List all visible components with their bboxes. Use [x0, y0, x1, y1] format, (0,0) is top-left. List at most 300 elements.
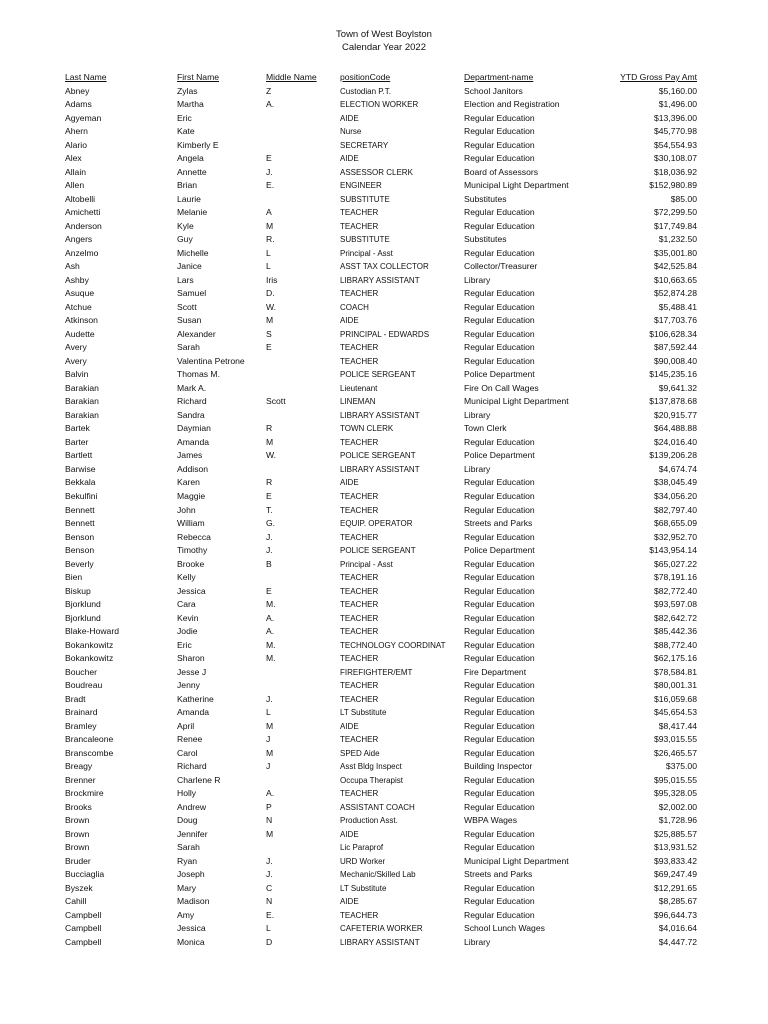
- table-row: [65, 463, 697, 477]
- position-code-cell: LIBRARY ASSISTANT: [340, 938, 420, 947]
- ytd-gross-pay-cell: $13,931.52: [653, 842, 697, 853]
- position-code-cell: ELECTION WORKER: [340, 100, 419, 110]
- table-row: [65, 922, 697, 936]
- position-code-cell: ASST TAX COLLECTOR: [340, 262, 429, 272]
- last-name-cell: Brenner: [65, 774, 96, 785]
- first-name-cell: Brooke: [177, 558, 205, 569]
- table-row: [65, 206, 697, 220]
- ytd-gross-pay-cell: $145,235.16: [649, 369, 697, 380]
- department-cell: Police Department: [464, 369, 535, 380]
- last-name-cell: Blake-Howard: [65, 626, 119, 637]
- ytd-gross-pay-cell: $8,417.44: [658, 720, 697, 731]
- first-name-cell: Sarah: [177, 842, 200, 853]
- first-name-cell: Joseph: [177, 869, 205, 880]
- middle-name-cell: M: [266, 720, 274, 731]
- position-code-cell: ENGINEER: [340, 181, 382, 191]
- table-row: [65, 828, 697, 842]
- payroll-table-body: [65, 85, 697, 950]
- last-name-cell: Campbell: [65, 909, 102, 920]
- last-name-cell: Campbell: [65, 937, 102, 947]
- position-code-cell: TECHNOLOGY COORDINAT: [340, 640, 446, 650]
- first-name-cell: Guy: [177, 234, 193, 245]
- last-name-cell: Bekkala: [65, 477, 96, 488]
- last-name-cell: Barwise: [65, 463, 96, 474]
- position-code-cell: Lic Paraprof: [340, 843, 384, 853]
- table-row: [65, 260, 697, 274]
- department-cell: Police Department: [464, 545, 535, 556]
- middle-name-cell: N: [266, 815, 273, 826]
- first-name-cell: Michelle: [177, 247, 209, 258]
- table-row: [65, 855, 697, 869]
- ytd-gross-pay-cell: $45,654.53: [653, 707, 697, 718]
- middle-name-cell: L: [266, 923, 271, 934]
- position-code-cell: LIBRARY ASSISTANT: [340, 410, 420, 420]
- position-code-cell: TEACHER: [340, 600, 379, 610]
- ytd-gross-pay-cell: $2,002.00: [658, 801, 697, 812]
- last-name-cell: Brown: [65, 828, 90, 839]
- department-cell: Streets and Parks: [464, 518, 533, 529]
- last-name-cell: Ahern: [65, 126, 88, 137]
- first-name-cell: Kevin: [177, 612, 199, 623]
- ytd-gross-pay-cell: $4,016.64: [658, 923, 697, 934]
- first-name-cell: James: [177, 450, 203, 461]
- department-cell: Regular Education: [464, 112, 535, 123]
- table-row: [65, 747, 697, 761]
- report-header: [0, 28, 768, 54]
- middle-name-cell: A: [266, 207, 272, 218]
- last-name-cell: Campbell: [65, 923, 102, 934]
- position-code-cell: LINEMAN: [340, 397, 376, 407]
- last-name-cell: Boucher: [65, 666, 98, 677]
- last-name-cell: Brainard: [65, 707, 98, 718]
- table-row: [65, 395, 697, 409]
- middle-name-cell: M.: [266, 653, 276, 664]
- first-name-cell: Maggie: [177, 490, 206, 501]
- middle-name-cell: Scott: [266, 396, 286, 407]
- table-row: [65, 531, 697, 545]
- position-code-cell: Custodian P.T.: [340, 86, 391, 96]
- position-code-cell: TEACHER: [340, 910, 379, 920]
- last-name-cell: Bokankowitz: [65, 653, 114, 664]
- last-name-cell: Anderson: [65, 220, 102, 231]
- position-code-cell: POLICE SERGEANT: [340, 451, 416, 461]
- middle-name-cell: [266, 841, 340, 855]
- middle-name-cell: E: [266, 342, 272, 353]
- table-row: [65, 787, 697, 801]
- last-name-cell: Allen: [65, 180, 85, 191]
- department-cell: Regular Education: [464, 639, 535, 650]
- last-name-cell: Atkinson: [65, 315, 98, 326]
- table-row: [65, 814, 697, 828]
- department-cell: Police Department: [464, 450, 535, 461]
- table-row: [65, 504, 697, 518]
- position-code-cell: AIDE: [340, 829, 359, 839]
- first-name-cell: Samuel: [177, 288, 207, 299]
- first-name-cell: Jenny: [177, 680, 200, 691]
- first-name-cell: Alexander: [177, 328, 216, 339]
- position-code-cell: Principal - Asst: [340, 248, 393, 258]
- ytd-gross-pay-cell: $72,299.50: [653, 207, 697, 218]
- middle-name-cell: [266, 112, 340, 126]
- last-name-cell: Brown: [65, 815, 90, 826]
- ytd-gross-pay-cell: $82,797.40: [653, 504, 697, 515]
- col-header-ytd-gross-pay: YTD Gross Pay Amt: [620, 72, 697, 82]
- middle-name-cell: E.: [266, 180, 275, 191]
- ytd-gross-pay-cell: $69,247.49: [653, 869, 697, 880]
- middle-name-cell: M: [266, 828, 274, 839]
- col-header-last-name: Last Name: [65, 72, 107, 82]
- ytd-gross-pay-cell: $68,655.09: [653, 518, 697, 529]
- department-cell: Regular Education: [464, 896, 535, 907]
- first-name-cell: Carol: [177, 747, 198, 758]
- last-name-cell: Bokankowitz: [65, 639, 114, 650]
- last-name-cell: Bradt: [65, 693, 86, 704]
- position-code-cell: TEACHER: [340, 437, 379, 447]
- middle-name-cell: [266, 463, 340, 477]
- middle-name-cell: J.: [266, 693, 273, 704]
- ytd-gross-pay-cell: $26,465.57: [653, 747, 697, 758]
- table-row: [65, 760, 697, 774]
- department-cell: School Janitors: [464, 85, 523, 96]
- ytd-gross-pay-cell: $35,001.80: [653, 247, 697, 258]
- ytd-gross-pay-cell: $82,642.72: [653, 612, 697, 623]
- middle-name-cell: J: [266, 734, 271, 745]
- col-header-department: Department-name: [464, 72, 534, 82]
- table-row: [65, 152, 697, 166]
- ytd-gross-pay-cell: $95,328.05: [653, 788, 697, 799]
- table-row: [65, 233, 697, 247]
- position-code-cell: LIBRARY ASSISTANT: [340, 275, 420, 285]
- department-cell: Regular Education: [464, 572, 535, 583]
- position-code-cell: CAFETERIA WORKER: [340, 924, 423, 934]
- table-row: [65, 98, 697, 112]
- department-cell: Regular Education: [464, 801, 535, 812]
- first-name-cell: Kate: [177, 126, 195, 137]
- first-name-cell: Zylas: [177, 85, 198, 96]
- col-header-first-name: First Name: [177, 72, 220, 82]
- position-code-cell: TEACHER: [340, 654, 379, 664]
- last-name-cell: Barter: [65, 436, 89, 447]
- first-name-cell: Ryan: [177, 855, 198, 866]
- col-header-middle-name: Middle Name: [266, 72, 317, 82]
- ytd-gross-pay-cell: $106,628.34: [649, 328, 697, 339]
- middle-name-cell: [266, 368, 340, 382]
- table-row: [65, 558, 697, 572]
- last-name-cell: Boudreau: [65, 680, 103, 691]
- first-name-cell: Sandra: [177, 409, 205, 420]
- middle-name-cell: M: [266, 747, 274, 758]
- last-name-cell: Allain: [65, 166, 87, 177]
- position-code-cell: SPED Aide: [340, 748, 380, 758]
- ytd-gross-pay-cell: $1,728.96: [658, 815, 697, 826]
- ytd-gross-pay-cell: $64,488.88: [653, 423, 697, 434]
- table-row: [65, 612, 697, 626]
- first-name-cell: Madison: [177, 896, 210, 907]
- position-code-cell: AIDE: [340, 721, 359, 731]
- last-name-cell: Alex: [65, 153, 82, 164]
- department-cell: Regular Education: [464, 153, 535, 164]
- first-name-cell: Daymian: [177, 423, 211, 434]
- table-row: [65, 571, 697, 585]
- first-name-cell: Sarah: [177, 342, 200, 353]
- first-name-cell: Janice: [177, 261, 202, 272]
- department-cell: Fire Department: [464, 666, 527, 677]
- department-cell: Regular Education: [464, 626, 535, 637]
- position-code-cell: SUBSTITUTE: [340, 194, 390, 204]
- middle-name-cell: [266, 571, 340, 585]
- department-cell: Regular Education: [464, 774, 535, 785]
- department-cell: Regular Education: [464, 301, 535, 312]
- last-name-cell: Bartlett: [65, 450, 93, 461]
- position-code-cell: AIDE: [340, 478, 359, 488]
- department-cell: Regular Education: [464, 707, 535, 718]
- ytd-gross-pay-cell: $65,027.22: [653, 558, 697, 569]
- position-code-cell: TEACHER: [340, 221, 379, 231]
- table-row: [65, 314, 697, 328]
- table-row: [65, 909, 697, 923]
- department-cell: Regular Education: [464, 842, 535, 853]
- first-name-cell: Richard: [177, 761, 207, 772]
- table-row: [65, 476, 697, 490]
- first-name-cell: Mary: [177, 882, 197, 893]
- first-name-cell: Eric: [177, 112, 192, 123]
- first-name-cell: John: [177, 504, 196, 515]
- department-cell: Regular Education: [464, 882, 535, 893]
- middle-name-cell: L: [266, 261, 271, 272]
- middle-name-cell: B: [266, 558, 272, 569]
- department-cell: Regular Education: [464, 599, 535, 610]
- department-cell: Substitutes: [464, 234, 507, 245]
- table-row: [65, 287, 697, 301]
- position-code-cell: LT Substitute: [340, 708, 387, 718]
- department-cell: Election and Registration: [464, 99, 560, 110]
- table-row: [65, 517, 697, 531]
- ytd-gross-pay-cell: $93,833.42: [653, 855, 697, 866]
- last-name-cell: Brancaleone: [65, 734, 114, 745]
- department-cell: Regular Education: [464, 220, 535, 231]
- department-cell: Regular Education: [464, 477, 535, 488]
- table-row: [65, 625, 697, 639]
- first-name-cell: Eric: [177, 639, 192, 650]
- last-name-cell: Avery: [65, 342, 87, 353]
- department-cell: Fire On Call Wages: [464, 382, 539, 393]
- table-row: [65, 666, 697, 680]
- ytd-gross-pay-cell: $5,488.41: [658, 301, 697, 312]
- last-name-cell: Bekulfini: [65, 490, 98, 501]
- table-row: [65, 774, 697, 788]
- last-name-cell: Abney: [65, 85, 90, 96]
- first-name-cell: Amy: [177, 909, 195, 920]
- first-name-cell: Monica: [177, 937, 205, 947]
- middle-name-cell: M: [266, 436, 274, 447]
- last-name-cell: Bucciaglia: [65, 869, 105, 880]
- ytd-gross-pay-cell: $25,885.57: [653, 828, 697, 839]
- first-name-cell: Jodie: [177, 626, 198, 637]
- ytd-gross-pay-cell: $93,015.55: [653, 734, 697, 745]
- department-cell: Regular Education: [464, 828, 535, 839]
- position-code-cell: AIDE: [340, 113, 359, 123]
- table-row: [65, 693, 697, 707]
- last-name-cell: Breagy: [65, 761, 93, 772]
- middle-name-cell: C: [266, 882, 273, 893]
- first-name-cell: Renee: [177, 734, 203, 745]
- first-name-cell: Martha: [177, 99, 204, 110]
- position-code-cell: TEACHER: [340, 532, 379, 542]
- last-name-cell: Anzelmo: [65, 247, 99, 258]
- first-name-cell: Lars: [177, 274, 194, 285]
- middle-name-cell: A.: [266, 626, 275, 637]
- middle-name-cell: [266, 409, 340, 423]
- middle-name-cell: R: [266, 477, 273, 488]
- payroll-table: [65, 71, 697, 950]
- department-cell: Regular Education: [464, 355, 535, 366]
- ytd-gross-pay-cell: $375.00: [665, 761, 697, 772]
- position-code-cell: Principal - Asst: [340, 559, 393, 569]
- last-name-cell: Beverly: [65, 558, 94, 569]
- department-cell: Library: [464, 274, 491, 285]
- middle-name-cell: J: [266, 761, 271, 772]
- middle-name-cell: M.: [266, 639, 276, 650]
- last-name-cell: Bruder: [65, 855, 91, 866]
- table-row: [65, 139, 697, 153]
- ytd-gross-pay-cell: $45,770.98: [653, 126, 697, 137]
- first-name-cell: Amanda: [177, 707, 210, 718]
- first-name-cell: Andrew: [177, 801, 207, 812]
- position-code-cell: AIDE: [340, 897, 359, 907]
- middle-name-cell: J.: [266, 531, 273, 542]
- middle-name-cell: M: [266, 220, 274, 231]
- position-code-cell: TEACHER: [340, 343, 379, 353]
- ytd-gross-pay-cell: $10,663.65: [653, 274, 697, 285]
- table-row: [65, 355, 697, 369]
- first-name-cell: Jennifer: [177, 828, 208, 839]
- middle-name-cell: [266, 193, 340, 207]
- first-name-cell: Amanda: [177, 436, 210, 447]
- table-row: [65, 220, 697, 234]
- table-row: [65, 449, 697, 463]
- department-cell: Collector/Treasurer: [464, 261, 538, 272]
- ytd-gross-pay-cell: $32,952.70: [653, 531, 697, 542]
- ytd-gross-pay-cell: $4,674.74: [658, 463, 697, 474]
- department-cell: Regular Education: [464, 788, 535, 799]
- first-name-cell: Kimberly E: [177, 139, 219, 150]
- ytd-gross-pay-cell: $42,525.84: [653, 261, 697, 272]
- table-row: [65, 868, 697, 882]
- table-row: [65, 679, 697, 693]
- first-name-cell: Katherine: [177, 693, 214, 704]
- department-cell: Library: [464, 409, 491, 420]
- last-name-cell: Agyeman: [65, 112, 102, 123]
- position-code-cell: TEACHER: [340, 627, 379, 637]
- last-name-cell: Balvin: [65, 369, 89, 380]
- department-cell: Regular Education: [464, 558, 535, 569]
- position-code-cell: TEACHER: [340, 208, 379, 218]
- position-code-cell: SUBSTITUTE: [340, 235, 390, 245]
- department-cell: Substitutes: [464, 193, 507, 204]
- middle-name-cell: E: [266, 585, 272, 596]
- last-name-cell: Ashby: [65, 274, 89, 285]
- first-name-cell: Jessica: [177, 585, 206, 596]
- position-code-cell: TOWN CLERK: [340, 424, 394, 434]
- department-cell: WBPA Wages: [464, 815, 518, 826]
- middle-name-cell: A.: [266, 788, 275, 799]
- position-code-cell: TEACHER: [340, 491, 379, 501]
- first-name-cell: Doug: [177, 815, 198, 826]
- position-code-cell: Occupa Therapist: [340, 775, 403, 785]
- ytd-gross-pay-cell: $9,641.32: [658, 382, 697, 393]
- ytd-gross-pay-cell: $13,396.00: [653, 112, 697, 123]
- middle-name-cell: J.: [266, 855, 273, 866]
- table-row: [65, 639, 697, 653]
- first-name-cell: Holly: [177, 788, 197, 799]
- middle-name-cell: A.: [266, 612, 275, 623]
- department-cell: Regular Education: [464, 531, 535, 542]
- first-name-cell: Valentina Petrone: [177, 355, 245, 366]
- middle-name-cell: E: [266, 153, 272, 164]
- middle-name-cell: R: [266, 423, 273, 434]
- first-name-cell: Thomas M.: [177, 369, 220, 380]
- department-cell: Regular Education: [464, 490, 535, 501]
- last-name-cell: Brooks: [65, 801, 92, 812]
- ytd-gross-pay-cell: $137,878.68: [649, 396, 697, 407]
- ytd-gross-pay-cell: $152,980.89: [649, 180, 697, 191]
- middle-name-cell: J.: [266, 545, 273, 556]
- ytd-gross-pay-cell: $143,954.14: [649, 545, 697, 556]
- position-code-cell: TEACHER: [340, 356, 379, 366]
- middle-name-cell: J.: [266, 869, 273, 880]
- report-town-title: Town of West Boylston: [336, 29, 432, 40]
- position-code-cell: Lieutenant: [340, 383, 378, 393]
- first-name-cell: Karen: [177, 477, 200, 488]
- last-name-cell: Bennett: [65, 504, 95, 515]
- position-code-cell: SECRETARY: [340, 140, 389, 150]
- position-code-cell: TEACHER: [340, 694, 379, 704]
- middle-name-cell: D: [266, 937, 273, 947]
- middle-name-cell: E: [266, 490, 272, 501]
- last-name-cell: Audette: [65, 328, 95, 339]
- department-cell: Library: [464, 463, 491, 474]
- middle-name-cell: R.: [266, 234, 275, 245]
- first-name-cell: Jesse J: [177, 666, 207, 677]
- last-name-cell: Brockmire: [65, 788, 104, 799]
- table-row: [65, 706, 697, 720]
- middle-name-cell: M.: [266, 599, 276, 610]
- table-row: [65, 882, 697, 896]
- department-cell: Board of Assessors: [464, 166, 539, 177]
- department-cell: Town Clerk: [464, 423, 507, 434]
- position-code-cell: EQUIP. OPERATOR: [340, 519, 413, 529]
- ytd-gross-pay-cell: $38,045.49: [653, 477, 697, 488]
- position-code-cell: LT Substitute: [340, 883, 387, 893]
- last-name-cell: Bjorklund: [65, 599, 101, 610]
- middle-name-cell: D.: [266, 288, 275, 299]
- department-cell: Regular Education: [464, 247, 535, 258]
- middle-name-cell: [266, 355, 340, 369]
- department-cell: Regular Education: [464, 720, 535, 731]
- department-cell: Regular Education: [464, 288, 535, 299]
- last-name-cell: Cahill: [65, 896, 87, 907]
- table-row: [65, 598, 697, 612]
- table-header-row: [65, 71, 697, 85]
- ytd-gross-pay-cell: $85,442.36: [653, 626, 697, 637]
- department-cell: Regular Education: [464, 328, 535, 339]
- table-row: [65, 652, 697, 666]
- ytd-gross-pay-cell: $20,915.77: [653, 409, 697, 420]
- department-cell: School Lunch Wages: [464, 923, 545, 934]
- table-row: [65, 328, 697, 342]
- position-code-cell: URD Worker: [340, 856, 386, 866]
- last-name-cell: Bien: [65, 572, 83, 583]
